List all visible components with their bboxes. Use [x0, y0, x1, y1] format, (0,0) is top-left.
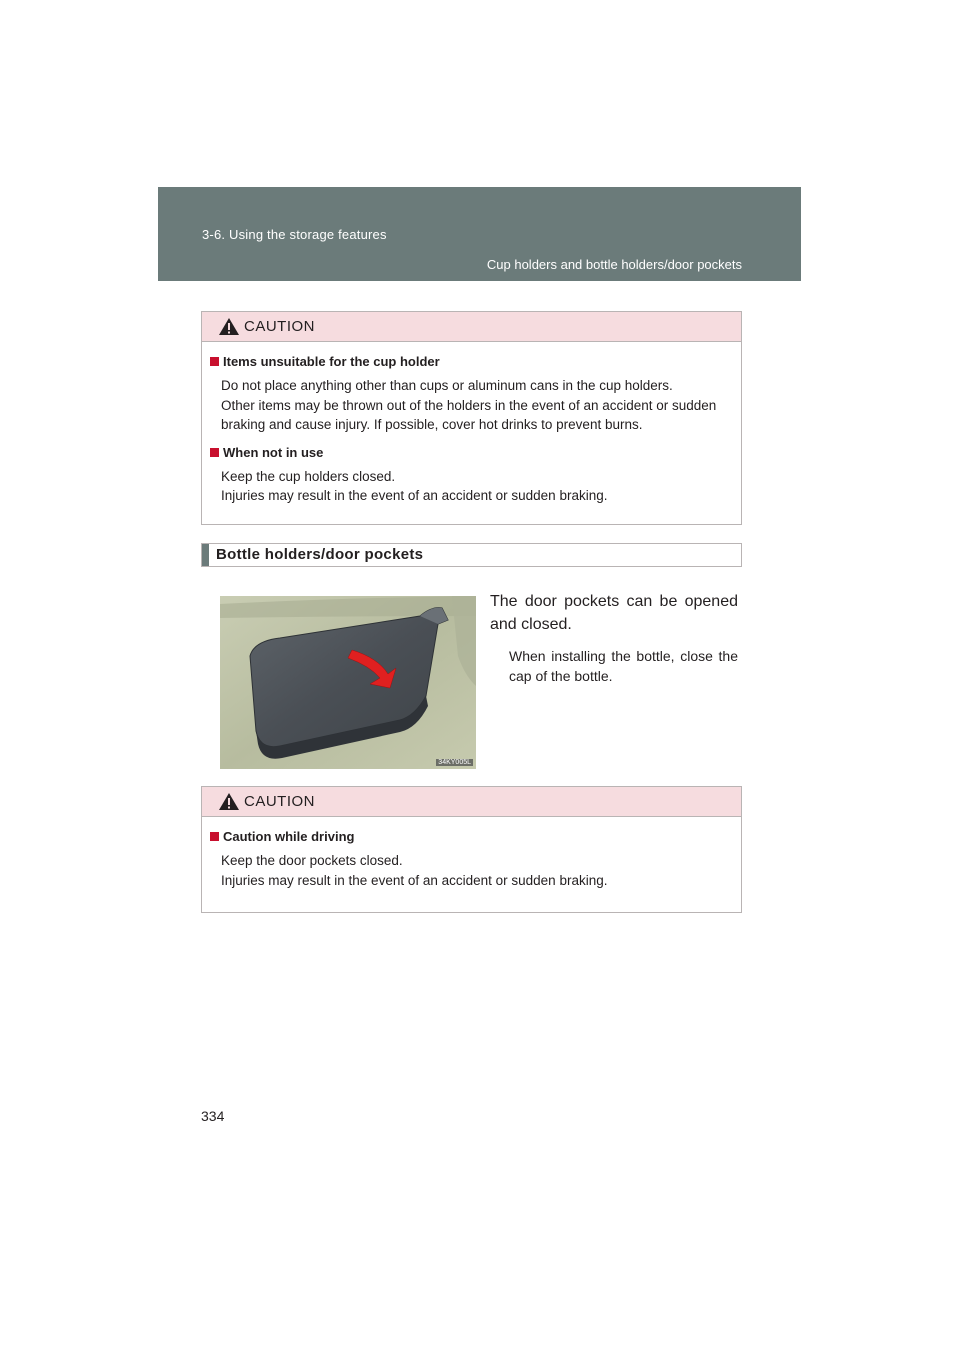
caution-box-door-pockets [201, 786, 742, 913]
red-square-bullet-icon [210, 357, 219, 366]
section-title: 3-6. Using the storage features [202, 227, 387, 242]
page-subtitle: Cup holders and bottle holders/door pockets [486, 257, 742, 272]
caution-line: Injuries may result in the event of an accident or sudden braking. [221, 872, 608, 888]
illustration-code: 34KY005L [438, 759, 471, 766]
caution-line: Other items may be thrown out of the holders in the event of an accident or sudden braking and cause injury. If possible, cover hot drinks to prevent burns. [221, 397, 717, 432]
caution-header [202, 312, 741, 342]
page-header [158, 187, 801, 281]
door-pocket-illustration [220, 596, 476, 769]
caution-box-cup-holder [201, 311, 742, 525]
caution-item-title: Items unsuitable for the cup holder [223, 354, 440, 369]
caution-header [202, 787, 741, 817]
caution-line: Injuries may result in the event of an accident or sudden braking. [221, 488, 608, 503]
caution-item-heading [210, 445, 735, 460]
caution-line: Keep the cup holders closed. [221, 468, 396, 484]
caution-item-text [210, 467, 735, 506]
caution-item-title: When not in use [223, 444, 324, 460]
caution-item-text [210, 851, 735, 890]
body-text: The door pockets can be opened and closed. [490, 593, 738, 633]
warning-triangle-icon [218, 317, 240, 336]
warning-triangle-icon [218, 792, 240, 811]
red-square-bullet-icon [210, 832, 219, 841]
caution-label: CAUTION [244, 318, 315, 335]
caution-label: CAUTION [244, 793, 315, 810]
caution-item-heading [210, 354, 735, 369]
section-heading [201, 543, 742, 567]
door-pocket-image [220, 596, 476, 769]
red-square-bullet-icon [210, 448, 219, 457]
caution-item-text [210, 376, 735, 435]
caution-item-heading [210, 829, 735, 844]
page-number: 334 [201, 1108, 225, 1124]
section-heading-title: Bottle holders/door pockets [216, 546, 424, 563]
body-note: When installing the bottle, close the cap of the bottle. [509, 648, 738, 684]
caution-line: Do not place anything other than cups or aluminum cans in the cup holders. [221, 378, 673, 393]
section-marker [202, 544, 209, 566]
caution-line: Keep the door pockets closed. [221, 853, 403, 868]
caution-item-title: Caution while driving [223, 829, 355, 844]
